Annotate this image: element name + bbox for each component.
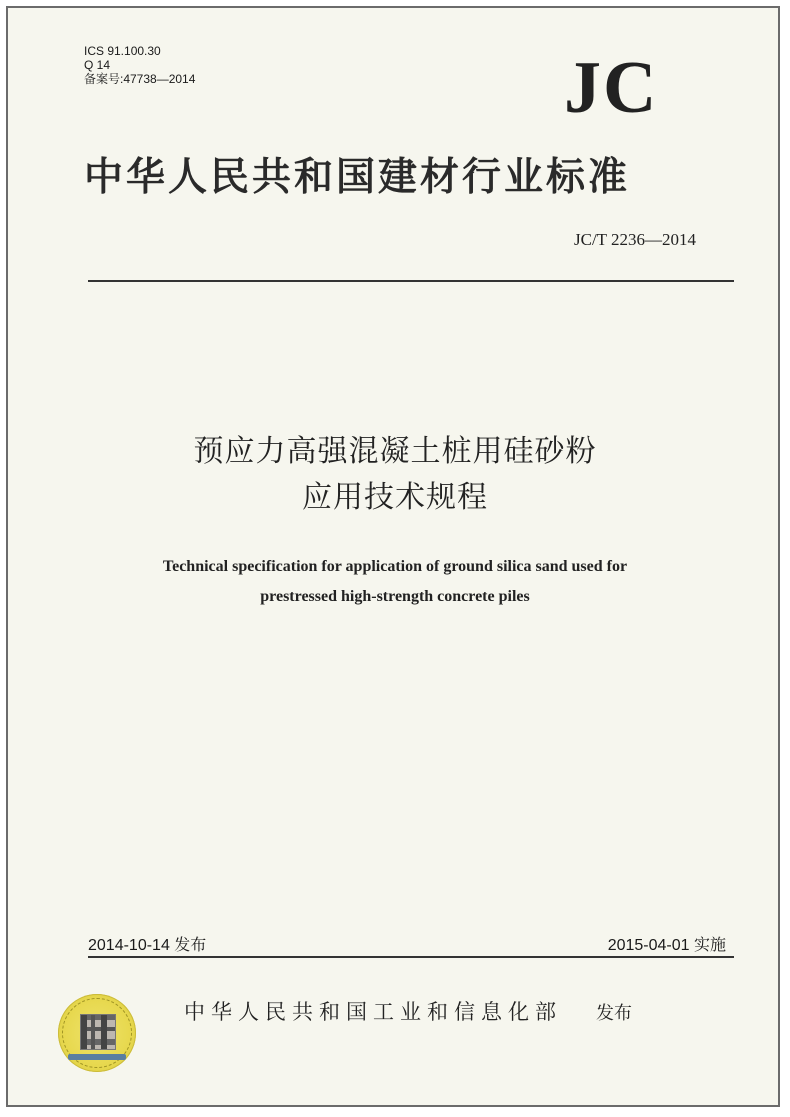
issue-date: 2014-10-14 发布 (88, 937, 207, 954)
standard-title: 中华人民共和国建材行业标准 (84, 155, 631, 200)
top-divider (88, 280, 734, 282)
jc-logo: JC (564, 47, 659, 129)
seal-label-strip (68, 1054, 126, 1060)
publisher-name: 中华人民共和国工业和信息化部 (184, 1000, 562, 1024)
standard-code: JC/T 2236—2014 (573, 230, 696, 249)
english-title-line-2: prestressed high-strength concrete piles (260, 588, 530, 605)
english-title-line-1: Technical specification for application of ground silica sand used for (162, 558, 628, 575)
document-cover (6, 6, 780, 1107)
qr-code-icon (80, 1014, 116, 1050)
classification-block (84, 44, 195, 86)
anti-counterfeit-seal-icon (58, 994, 136, 1072)
chinese-title-line-1: 预应力高强混凝土桩用硅砂粉 (193, 434, 597, 469)
record-number: 备案号:47738—2014 (84, 72, 196, 86)
implementation-date: 2015-04-01 实施 (607, 937, 726, 954)
ics-code: ICS 91.100.30 (84, 44, 161, 58)
chinese-title-line-2: 应用技术规程 (302, 480, 488, 515)
q-code: Q 14 (84, 58, 111, 72)
publish-label: 发布 (596, 1003, 632, 1024)
bottom-divider (88, 956, 734, 958)
